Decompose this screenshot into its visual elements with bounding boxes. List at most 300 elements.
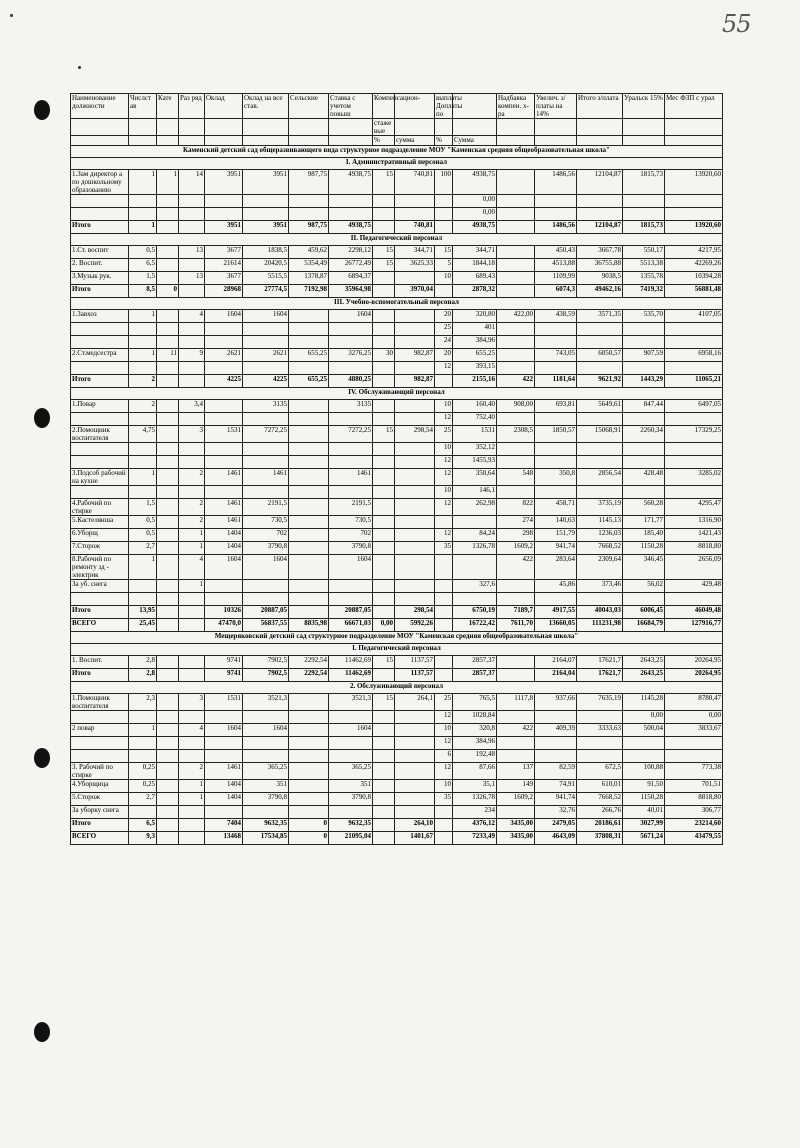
position-cell [71,750,129,763]
value-cell [623,208,665,221]
value-cell [157,400,179,413]
value-cell: 9741 [205,656,243,669]
value-cell [179,208,205,221]
value-cell: 0,5 [129,246,157,259]
total-row [71,221,723,234]
header-cell [665,136,723,146]
value-cell [373,780,395,793]
table-row [71,516,723,529]
value-cell [179,443,205,456]
value-cell [289,780,329,793]
value-cell: 100,88 [623,763,665,780]
value-cell: 1838,5 [243,246,289,259]
value-cell: 1145,28 [623,694,665,711]
header-cell [71,136,129,146]
total-row [71,606,723,619]
value-cell [395,456,435,469]
value-cell: 2 [129,400,157,413]
value-cell: 298,54 [395,606,435,619]
value-cell [395,486,435,499]
value-cell [157,516,179,529]
value-cell: 689,43 [453,272,497,285]
value-cell: 20264,95 [665,656,723,669]
value-cell [179,737,205,750]
value-cell: 10 [435,272,453,285]
value-cell [243,195,289,208]
position-cell [71,737,129,750]
value-cell: 0,00 [623,711,665,724]
value-cell [289,711,329,724]
value-cell [157,486,179,499]
value-cell: 4 [179,724,205,737]
position-cell [71,195,129,208]
value-cell [373,362,395,375]
table-row [71,195,723,208]
value-cell: 438,59 [535,310,577,323]
value-cell [535,208,577,221]
value-cell [243,806,289,819]
value-cell: 4 [179,555,205,580]
value-cell [179,259,205,272]
value-cell [157,259,179,272]
header-cell: Раз ряд [179,94,205,119]
value-cell [329,323,373,336]
value-cell [157,499,179,516]
value-cell: 20264,95 [665,669,723,682]
value-cell [373,750,395,763]
value-cell: 3790,8 [329,793,373,806]
value-cell [577,413,623,426]
table-row [71,724,723,737]
value-cell [665,323,723,336]
value-cell: 15 [373,246,395,259]
value-cell [395,516,435,529]
value-cell [373,208,395,221]
value-cell [243,593,289,606]
value-cell: 45,86 [535,580,577,593]
value-cell [129,750,157,763]
value-cell [497,221,535,234]
value-cell: 1 [129,170,157,195]
table-row [71,208,723,221]
value-cell: 1 [129,310,157,323]
value-cell [497,750,535,763]
position-cell [71,208,129,221]
value-cell: 1486,56 [535,221,577,234]
value-cell: 15 [373,426,395,443]
section-heading-row [71,298,723,310]
value-cell [329,806,373,819]
value-cell [157,221,179,234]
header-cell [243,119,289,136]
value-cell: 1531 [205,426,243,443]
value-cell: 730,5 [243,516,289,529]
value-cell: 15 [373,656,395,669]
value-cell [289,555,329,580]
position-cell: 4.Рабочий по стирке [71,499,129,516]
header-cell [179,136,205,146]
value-cell: 1145,13 [577,516,623,529]
value-cell: 5354,49 [289,259,329,272]
value-cell [129,737,157,750]
position-cell: 5.Кастелянша [71,516,129,529]
table-row [71,246,723,259]
value-cell: 1404 [205,780,243,793]
value-cell [157,195,179,208]
value-cell: 3970,04 [395,285,435,298]
value-cell: 37808,31 [577,832,623,845]
value-cell: 21614 [205,259,243,272]
value-cell: 1 [157,170,179,195]
value-cell: 350,8 [535,469,577,486]
value-cell [395,499,435,516]
value-cell [435,580,453,593]
value-cell: 548 [497,469,535,486]
value-cell: 1461 [329,469,373,486]
value-cell: 422,00 [497,310,535,323]
value-cell: 74,91 [535,780,577,793]
value-cell: 298,54 [395,426,435,443]
value-cell: 1604 [243,555,289,580]
value-cell [289,486,329,499]
value-cell: 2,8 [129,669,157,682]
value-cell: 298 [497,529,535,542]
value-cell: 11462,69 [329,669,373,682]
value-cell [329,362,373,375]
value-cell [157,763,179,780]
value-cell [179,486,205,499]
header-cell [243,136,289,146]
value-cell [373,580,395,593]
value-cell: 6958,16 [665,349,723,362]
table-row [71,272,723,285]
value-cell: 1404 [205,793,243,806]
value-cell [373,529,395,542]
value-cell [373,413,395,426]
value-cell: 1109,99 [535,272,577,285]
value-cell: 30 [373,349,395,362]
position-cell: Итого [71,285,129,298]
total-row [71,375,723,388]
value-cell [289,336,329,349]
value-cell [435,619,453,632]
value-cell: 2856,54 [577,469,623,486]
value-cell: 264,10 [395,819,435,832]
value-cell: 3677 [205,246,243,259]
value-cell: 21095,04 [329,832,373,845]
value-cell [179,819,205,832]
value-cell: 3135 [243,400,289,413]
value-cell: 3333,63 [577,724,623,737]
value-cell: 12104,87 [577,221,623,234]
value-cell [243,711,289,724]
value-cell: 160,40 [453,400,497,413]
value-cell [329,443,373,456]
value-cell: 2656,09 [665,555,723,580]
value-cell [373,486,395,499]
position-cell: За уборку снега [71,806,129,819]
value-cell: 4643,09 [535,832,577,845]
value-cell: 4513,88 [535,259,577,272]
value-cell: 10 [435,486,453,499]
value-cell: 350,64 [453,469,497,486]
value-cell: 17621,7 [577,656,623,669]
value-cell [395,542,435,555]
value-cell: 12 [435,763,453,780]
value-cell: 151,79 [535,529,577,542]
value-cell [497,272,535,285]
value-cell [243,750,289,763]
value-cell: 1461 [205,499,243,516]
value-cell: 9 [179,349,205,362]
value-cell: 5515,5 [243,272,289,285]
value-cell [395,272,435,285]
value-cell: 560,28 [623,499,665,516]
value-cell: 1461 [205,469,243,486]
value-cell: 1,5 [129,499,157,516]
value-cell [157,750,179,763]
value-cell: 13920,60 [665,221,723,234]
value-cell [157,323,179,336]
header-cell [497,136,535,146]
value-cell: 1137,57 [395,669,435,682]
value-cell: 4225 [205,375,243,388]
value-cell: 384,96 [453,737,497,750]
value-cell [665,456,723,469]
position-cell: Итого [71,606,129,619]
value-cell: 12 [435,362,453,375]
value-cell [373,793,395,806]
value-cell: 320,8 [453,724,497,737]
value-cell [243,737,289,750]
table-header [71,94,723,146]
value-cell: 987,75 [289,170,329,195]
value-cell [179,750,205,763]
value-cell: 3951 [243,170,289,195]
value-cell: 1455,93 [453,456,497,469]
value-cell: 23214,60 [665,819,723,832]
value-cell [289,208,329,221]
value-cell: 7611,70 [497,619,535,632]
value-cell: 7272,25 [243,426,289,443]
value-cell: 9741 [205,669,243,682]
value-cell [179,362,205,375]
section-heading: Мещеряковский детский сад структурное подразделение МОУ "Каменская средняя общеобразовательная школа" [71,632,723,644]
value-cell: 2298,12 [329,246,373,259]
table-row [71,737,723,750]
value-cell: 4938,75 [329,221,373,234]
value-cell [205,323,243,336]
value-cell [535,323,577,336]
value-cell: 2191,5 [329,499,373,516]
value-cell [373,555,395,580]
value-cell [243,486,289,499]
value-cell: 3285,02 [665,469,723,486]
value-cell: 941,74 [535,793,577,806]
value-cell [157,456,179,469]
value-cell: 2,3 [129,694,157,711]
value-cell: 1 [179,529,205,542]
position-cell: Итого [71,221,129,234]
value-cell: 344,71 [395,246,435,259]
value-cell: 1604 [329,555,373,580]
value-cell: 393,15 [453,362,497,375]
value-cell: 765,5 [453,694,497,711]
table-row [71,362,723,375]
value-cell [373,542,395,555]
value-cell [497,593,535,606]
value-cell [395,724,435,737]
position-cell [71,323,129,336]
table-row [71,499,723,516]
value-cell: 5992,26 [395,619,435,632]
table-row [71,806,723,819]
value-cell [453,555,497,580]
value-cell: 3951 [243,221,289,234]
value-cell [497,170,535,195]
value-cell: 2 [179,516,205,529]
value-cell: 908,00 [497,400,535,413]
value-cell: 35,1 [453,780,497,793]
value-cell [577,362,623,375]
value-cell: 987,75 [289,221,329,234]
value-cell [373,336,395,349]
value-cell: 266,76 [577,806,623,819]
value-cell: 320,80 [453,310,497,323]
value-cell: 6050,57 [577,349,623,362]
value-cell [435,606,453,619]
value-cell: 111231,98 [577,619,623,632]
position-cell: 1.Повар [71,400,129,413]
value-cell: 327,6 [453,580,497,593]
header-cell [435,119,453,136]
value-cell: 3435,00 [497,832,535,845]
table-row [71,170,723,195]
value-cell: 2621 [243,349,289,362]
value-cell: 3276,25 [329,349,373,362]
value-cell [497,711,535,724]
value-cell [395,310,435,323]
value-cell [435,832,453,845]
value-cell [179,656,205,669]
value-cell: 5513,38 [623,259,665,272]
position-cell: ВСЕГО [71,619,129,632]
value-cell [205,208,243,221]
header-cell [157,136,179,146]
value-cell: 847,44 [623,400,665,413]
value-cell: 1326,78 [453,542,497,555]
value-cell: 3027,99 [623,819,665,832]
value-cell: 3625,33 [395,259,435,272]
value-cell: 32,76 [535,806,577,819]
value-cell: 15 [373,170,395,195]
position-cell: 2.Помощник воспитателя [71,426,129,443]
value-cell [205,711,243,724]
value-cell [243,413,289,426]
value-cell: 46049,48 [665,606,723,619]
position-cell: 3. Рабочий по стирке [71,763,129,780]
value-cell: 3790,8 [243,793,289,806]
value-cell: 1609,2 [497,793,535,806]
value-cell: 10 [435,780,453,793]
value-cell: 7404 [205,819,243,832]
value-cell [129,362,157,375]
value-cell: 10394,28 [665,272,723,285]
value-cell [157,426,179,443]
value-cell [435,656,453,669]
value-cell: 693,81 [535,400,577,413]
value-cell [665,443,723,456]
header-cell: % [373,136,395,146]
header-cell: Итого з/плата [577,94,623,119]
value-cell [535,413,577,426]
header-cell [129,136,157,146]
value-cell [373,819,395,832]
value-cell: 8835,98 [289,619,329,632]
value-cell: 3521,3 [329,694,373,711]
value-cell: 36755,88 [577,259,623,272]
value-cell [535,486,577,499]
header-cell [623,136,665,146]
value-cell [373,669,395,682]
value-cell: 655,25 [289,349,329,362]
value-cell [577,323,623,336]
position-cell: 2. Воспит. [71,259,129,272]
value-cell: 1316,90 [665,516,723,529]
value-cell: 1028,84 [453,711,497,724]
value-cell: 8780,47 [665,694,723,711]
section-heading-row [71,146,723,158]
value-cell [129,208,157,221]
value-cell [535,456,577,469]
section-heading: I. Административный персонал [71,158,723,170]
value-cell: 1461 [243,469,289,486]
position-cell: Итого [71,819,129,832]
value-cell [243,336,289,349]
value-cell: 2191,5 [243,499,289,516]
value-cell: 2 [179,499,205,516]
table-body [71,146,723,845]
value-cell: 3951 [205,170,243,195]
value-cell [395,806,435,819]
value-cell [179,195,205,208]
value-cell: 15 [373,694,395,711]
value-cell [157,606,179,619]
value-cell [289,413,329,426]
position-cell [71,711,129,724]
value-cell: 1 [129,469,157,486]
value-cell: 0,5 [129,516,157,529]
value-cell: 9621,92 [577,375,623,388]
header-cell: Ставка с учетом повыш [329,94,373,119]
total-row [71,669,723,682]
value-cell [623,737,665,750]
value-cell [129,323,157,336]
value-cell: 1150,28 [623,793,665,806]
value-cell [665,362,723,375]
value-cell [129,593,157,606]
value-cell [497,208,535,221]
value-cell: 743,05 [535,349,577,362]
value-cell: 13 [179,272,205,285]
value-cell [535,750,577,763]
header-cell: Числст ав [129,94,157,119]
value-cell [179,593,205,606]
value-cell [497,669,535,682]
value-cell: 1378,87 [289,272,329,285]
value-cell [577,456,623,469]
value-cell [435,221,453,234]
